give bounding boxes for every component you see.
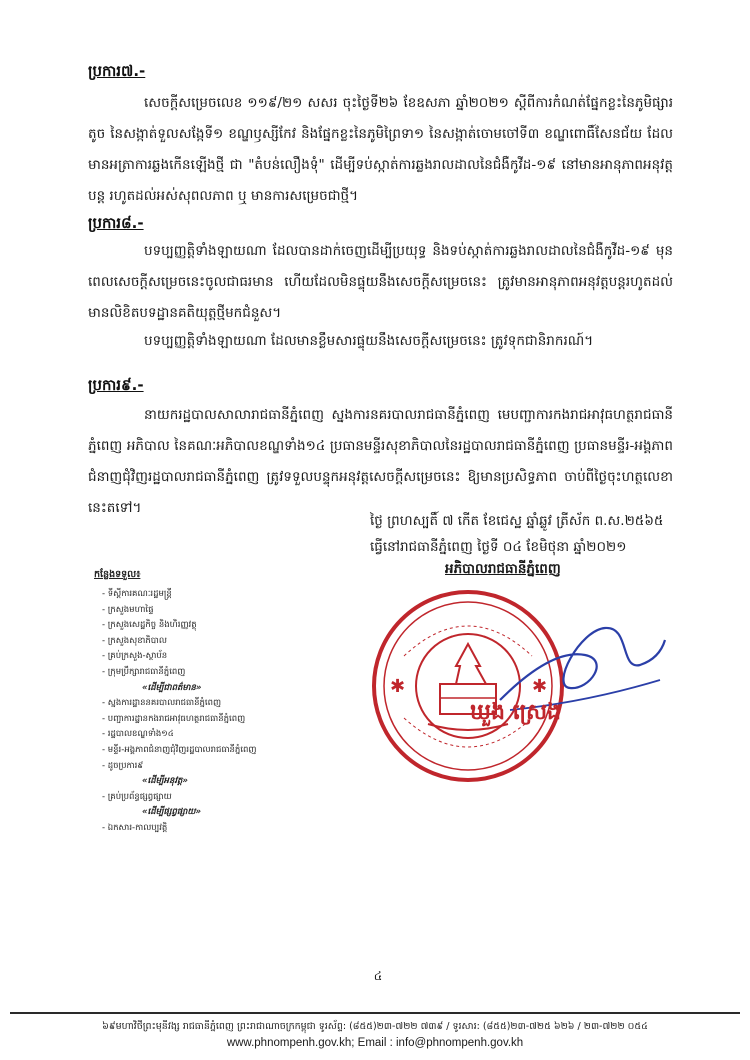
article-7-text: សេចក្តីសម្រេចលេខ ១១៩/២១ សសរ ចុះថ្ងៃទី២៦ ខែឧសភា ឆ្នាំ២០២១ ស្តីពីការកំណត់ផ្នែកខ្លះនៃភូមិផ្សារតូច នៃសង្កាត់ទួលសង្កែទី១ ខណ្ឌឫស្សីកែវ និងផ្នែកខ្លះនៃភូមិព្រៃទា១ នៃសង្កាត់ចោមចៅទី៣ ខណ្ឌពោធិ៍សែនជ័យ ដែលមានអត្រាការឆ្លងកើនឡើងថ្មី ជា "តំបន់លឿងទុំ" ដើម្បីទប់ស្កាត់ការឆ្លងរាលដាលនៃជំងឺកូវីដ-១៩ នៅមានអានុភាពអនុវត្តបន្ត រហូតដល់អស់សុពលភាព ឬ មានការសម្រេចជាថ្មី។ (88, 95, 673, 204)
recipient-item: - ដូចប្រការ៩ (102, 760, 144, 771)
recipient-item: - ក្រុមប្រឹក្សារាជធានីភ្នំពេញ (102, 666, 186, 677)
recipient-item: - ឯកសារ-កាលប្បវត្តិ (102, 822, 168, 833)
lunar-date: ថ្ងៃ ព្រហស្បតិ៍ ៧ កើត ខែជេស្ឋ ឆ្នាំឆ្លូវ ត្រីស័ក ព.ស.២៥៦៥ (370, 513, 664, 529)
article-8-paragraph-1 (88, 236, 673, 329)
footer-contact (0, 1037, 750, 1049)
article-8-text-1: បទប្បញ្ញត្តិទាំងឡាយណា ដែលបានដាក់ចេញដើម្បីប្រយុទ្ធ និងទប់ស្កាត់ការឆ្លងរាលដាលនៃជំងឺកូវីដ-១៩ មុនពេលសេចក្តីសម្រេចនេះចូលជាធរមាន ហើយដែលមិនផ្ទុយនឹងសេចក្តីសម្រេចនេះ ត្រូវមានអានុភាពអនុវត្តបន្តរហូតដល់មានលិខិតបទដ្ឋានគតិយុត្តថ្មីមកជំនួស។ (88, 243, 673, 321)
article-7-heading: ប្រការ៧.- (88, 62, 146, 80)
recipient-item: - មន្ទីរ-អង្គភាពជំនាញជុំវិញរដ្ឋបាលរាជធានីភ្នំពេញ (102, 744, 257, 755)
article-7-paragraph (88, 88, 673, 212)
footer-website-link[interactable]: www.phnompenh.gov.kh (226, 1037, 352, 1049)
recipient-purpose-note: «ដើម្បីផ្សព្វផ្សាយ» (142, 807, 201, 818)
recipient-item: - ក្រសួងសុខាភិបាល (102, 635, 167, 646)
recipient-item: - ក្រសួងសេដ្ឋកិច្ច និងហិរញ្ញវត្ថុ (102, 620, 197, 631)
footer-divider (10, 1012, 740, 1014)
recipient-items (94, 587, 334, 837)
recipient-item: - ទីស្តីការគណៈរដ្ឋមន្ត្រី (102, 589, 172, 599)
recipient-item: - គ្រប់ប្រព័ន្ធផ្សព្វផ្សាយ (102, 791, 172, 802)
recipient-item: - បញ្ជាការដ្ឋានកងរាជអាវុធហត្ថរាជធានីភ្នំពេញ (102, 713, 246, 724)
solar-date: ធ្វើនៅរាជធានីភ្នំពេញ ថ្ងៃទី ០៤ ខែមិថុនា ឆ្នាំ២០២១ (370, 539, 627, 555)
footer-email-link[interactable]: info@phnompenh.gov.kh (396, 1037, 524, 1049)
svg-text:✱: ✱ (532, 676, 548, 697)
article-8-paragraph-2 (88, 326, 673, 357)
recipient-item: - គ្រប់ក្រសួង-ស្ថាប័ន (102, 651, 168, 662)
article-9-paragraph (88, 400, 673, 524)
article-8-heading: ប្រការ៨.- (88, 214, 144, 232)
recipients-title: កន្លែងទទួល៖ (94, 569, 141, 580)
svg-text:✱: ✱ (390, 676, 406, 697)
signatory-title: អភិបាលរាជធានីភ្នំពេញ (445, 561, 561, 577)
recipients-list (94, 568, 334, 837)
recipient-purpose-note: «ដើម្បីជាពត៌មាន» (142, 682, 202, 693)
recipient-purpose-note: «ដើម្បីអនុវត្ត» (142, 776, 188, 787)
recipient-item: - ស្នងការដ្ឋាននគរបាលរាជធានីភ្នំពេញ (102, 698, 222, 709)
footer-email-label: ; Email : (351, 1037, 396, 1049)
date-block (370, 508, 690, 560)
recipient-item: - ក្រសួងមហាផ្ទៃ (102, 604, 154, 615)
article-9-text: នាយករដ្ឋបាលសាលារាជធានីភ្នំពេញ ស្នងការនគរបាលរាជធានីភ្នំពេញ មេបញ្ជាការកងរាជអាវុធហត្ថរាជធានីភ្នំពេញ អភិបាល នៃគណៈអភិបាលខណ្ឌទាំង១៤ ប្រធានមន្ទីរសុខាភិបាលនៃរដ្ឋបាលរាជធានីភ្នំពេញ ប្រធានមន្ទីរ-អង្គភាពជំនាញជុំវិញរដ្ឋបាលរាជធានីភ្នំពេញ ត្រូវទទួលបន្ទុកអនុវត្តសេចក្តីសម្រេចនេះ ឱ្យមានប្រសិទ្ធភាព ចាប់ពីថ្ងៃចុះហត្ថលេខានេះតទៅ។ (88, 407, 673, 516)
footer-address: ៦៩មហាវិថីព្រះមុនីវង្ស រាជធានីភ្នំពេញ ព្រះរាជាណាចក្រកម្ពុជា ទូរស័ព្ទ: (៨៥៥)២៣-៧២២ ៧៣៩ / ទូរសារ: (៨៥៥)២៣-៧២៥ ៦២៦ / ២៣-៧២២ ០៥៤ (102, 1021, 648, 1032)
article-9-heading: ប្រការ៩.- (88, 376, 144, 394)
recipient-item: - រដ្ឋបាលខណ្ឌទាំង១៤ (102, 729, 174, 740)
page-number: ៤ (373, 969, 383, 983)
signatory-name: ឃួង ស្រេង (470, 700, 562, 725)
article-8-text-2: បទប្បញ្ញត្តិទាំងឡាយណា ដែលមានខ្លឹមសារផ្ទុយនឹងសេចក្តីសម្រេចនេះ ត្រូវទុកជានិរាករណ៍។ (144, 333, 594, 349)
